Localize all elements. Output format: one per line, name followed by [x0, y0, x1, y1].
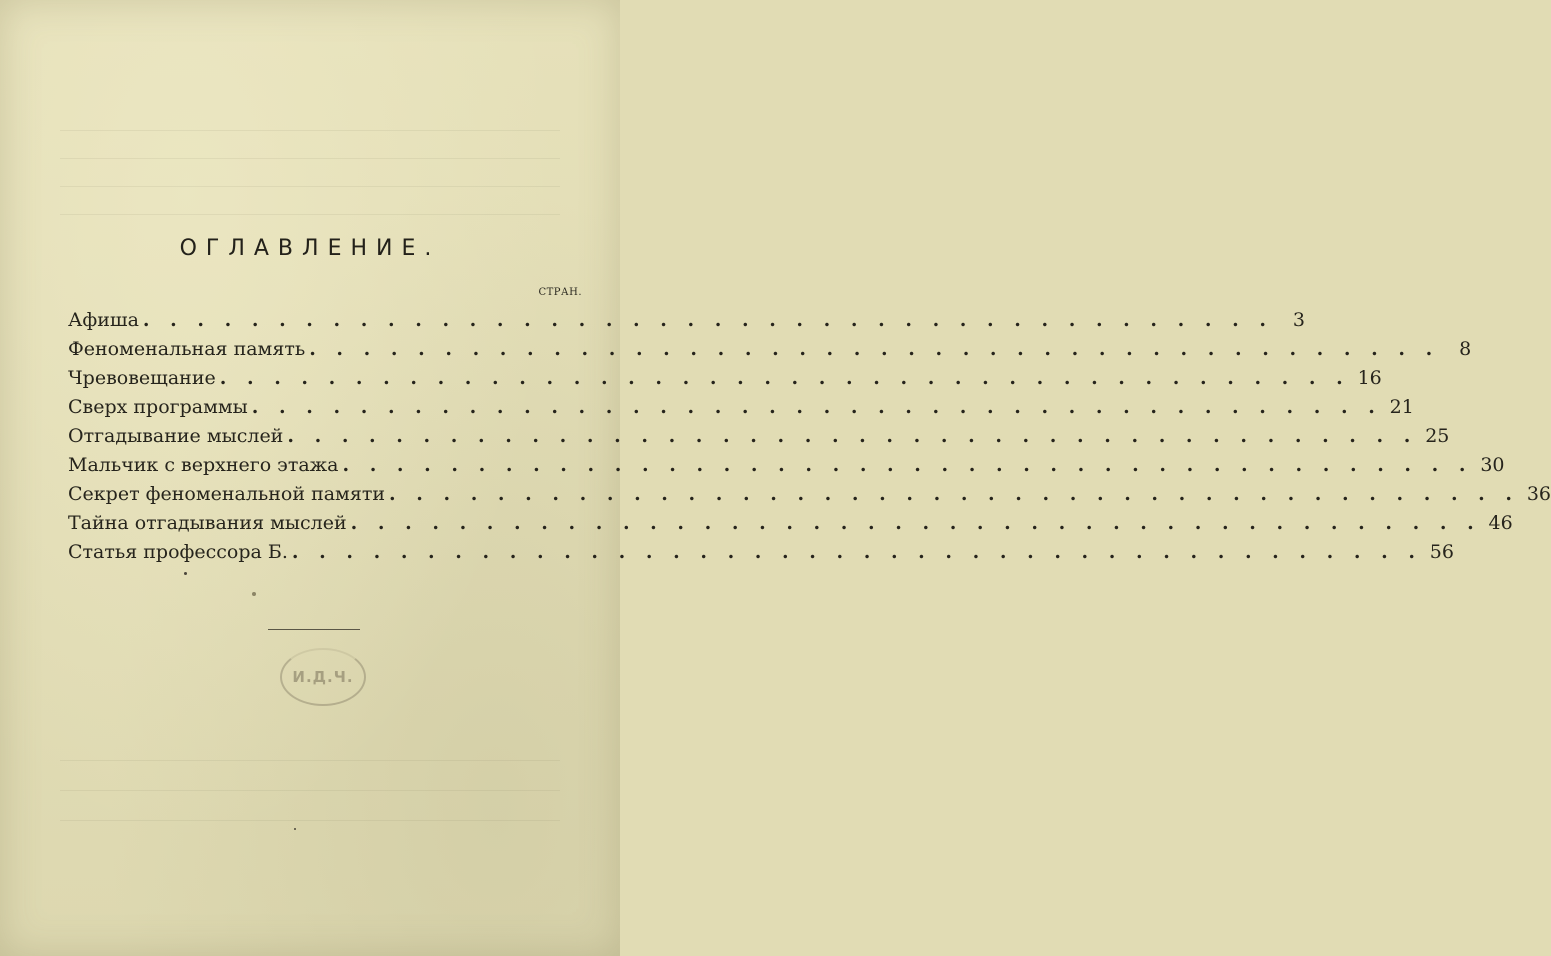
toc-entry-2[interactable]: [68, 335, 1472, 364]
toc-entry-page: 25: [1425, 425, 1450, 447]
toc-entry-page: 21: [1389, 396, 1414, 418]
toc-entry-page: 30: [1480, 454, 1505, 476]
toc-entry-label: Мальчик с верхнего этажа: [68, 454, 339, 476]
toc-entry-page: 16: [1357, 367, 1382, 389]
dot-leader: . . . . . . . . . . . . . . . . . . . . . . . . . . . . . . . . . . . . . . . . . .: [350, 512, 1481, 534]
dot-leader: . . . . . . . . . . . . . . . . . . . . . . . . . . . . . . . . . . . . . . . . . .: [142, 309, 1273, 331]
dot-leader: . . . . . . . . . . . . . . . . . . . . . . . . . . . . . . . . . . . . . . . . . .: [287, 425, 1418, 447]
toc-entry-label: Тайна отгадывания мыслей: [68, 512, 347, 534]
library-stamp: [280, 648, 366, 706]
toc-entry-label: Чревовещание: [68, 367, 216, 389]
toc-entry-label: Афиша: [68, 309, 139, 331]
divider-rule: [268, 629, 360, 630]
toc-entry-5[interactable]: [68, 422, 1450, 451]
bleed-through-line: [60, 820, 560, 821]
toc-entry-9[interactable]: [68, 538, 1454, 567]
toc-entry-7[interactable]: [68, 480, 1551, 509]
toc-entry-label: Феноменальная память: [68, 338, 306, 360]
dot-leader: . . . . . . . . . . . . . . . . . . . . . . . . . . . . . . . . . . . . . . . . . .: [342, 454, 1473, 476]
bleed-through-line: [60, 214, 560, 215]
toc-entry-page: 46: [1488, 512, 1513, 534]
pages-column-header: СТРАН.: [538, 287, 582, 298]
bleed-through-line: [60, 130, 560, 131]
dot-leader: . . . . . . . . . . . . . . . . . . . . . . . . . . . . . . . . . . . . . . . . . .: [309, 338, 1440, 360]
toc-entry-page: 8: [1459, 338, 1472, 360]
toc-list: [68, 306, 1551, 567]
bleed-through-line: [60, 790, 560, 791]
stamp-text: И.Д.Ч.: [292, 668, 354, 686]
toc-entry-page: 56: [1429, 541, 1454, 563]
toc-entry-page: 36: [1526, 483, 1551, 505]
toc-entry-3[interactable]: [68, 364, 1382, 393]
ink-speck: [294, 828, 296, 830]
bleed-through-line: [60, 158, 560, 159]
bleed-through-line: [60, 186, 560, 187]
toc-entry-8[interactable]: [68, 509, 1513, 538]
toc-entry-label: Сверх программы: [68, 396, 248, 418]
toc-entry-page: 3: [1292, 309, 1305, 331]
bleed-through-line: [60, 760, 560, 761]
ink-speck: [184, 572, 187, 575]
toc-entry-4[interactable]: [68, 393, 1414, 422]
dot-leader: . . . . . . . . . . . . . . . . . . . . . . . . . . . . . . . . . . . . . . . . . .: [251, 396, 1382, 418]
toc-entry-label: Статья профессора Б.: [68, 541, 288, 563]
toc-entry-label: Отгадывание мыслей: [68, 425, 284, 447]
ink-speck: [252, 592, 256, 596]
toc-title: ОГЛАВЛЕНИЕ.: [179, 236, 441, 261]
toc-entry-6[interactable]: [68, 451, 1505, 480]
toc-entry-1[interactable]: [68, 306, 1305, 335]
dot-leader: . . . . . . . . . . . . . . . . . . . . . . . . . . . . . . . . . . . . . . . . . .: [291, 541, 1422, 563]
dot-leader: . . . . . . . . . . . . . . . . . . . . . . . . . . . . . . . . . . . . . . . . . .: [389, 483, 1520, 505]
toc-entry-label: Секрет феноменальной памяти: [68, 483, 385, 505]
dot-leader: . . . . . . . . . . . . . . . . . . . . . . . . . . . . . . . . . . . . . . . . . .: [219, 367, 1350, 389]
